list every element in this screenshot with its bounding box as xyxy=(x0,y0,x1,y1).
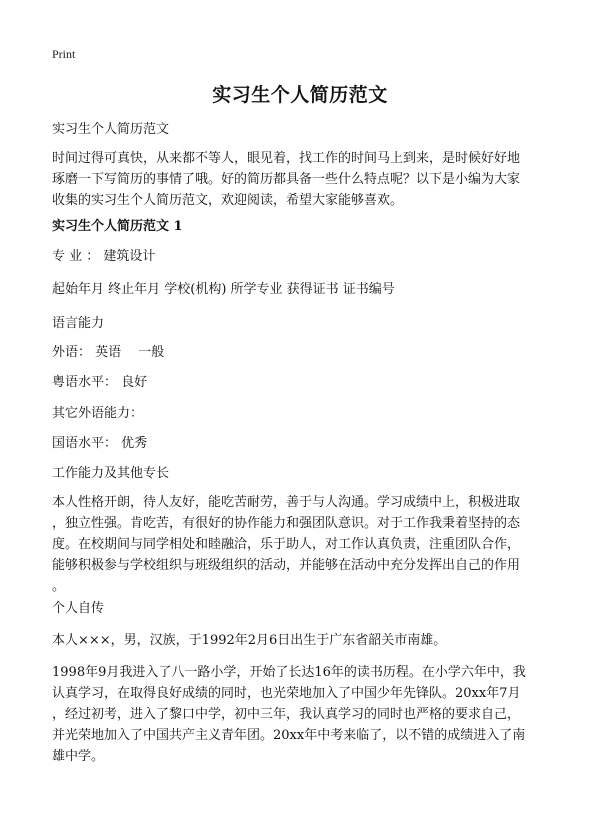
major-field: 专 业 ： 建筑设计 xyxy=(52,249,156,264)
print-label: Print xyxy=(52,47,76,61)
education-columns: 起始年月 终止年月 学校(机构) 所学专业 获得证书 证书编号 xyxy=(52,282,395,297)
bio-paragraph-line: 1998年9月我进入了八一路小学，开始了长达16年的读书历程。在小学六年中，我 xyxy=(52,665,526,680)
section-heading: 实习生个人简历范文 1 xyxy=(52,219,183,234)
skills-paragraph xyxy=(52,492,557,597)
document-subtitle: 实习生个人简历范文 xyxy=(52,122,170,137)
bio-paragraph-line: 认真学习，在取得良好成绩的同时，也光荣地加入了中国少年先锋队。20xx年7月 xyxy=(52,686,521,701)
skills-line: 本人性格开朗，待人友好，能吃苦耐劳，善于与人沟通。学习成绩中上，积极进取 xyxy=(52,495,521,510)
intro-paragraph xyxy=(52,148,557,211)
page-title: 实习生个人简历范文 xyxy=(212,84,388,106)
other-languages-field: 其它外语能力： xyxy=(52,406,144,421)
intro-line: 琢磨一下写简历的事情了哦。好的简历都具备一些什么特点呢？以下是小编为大家 xyxy=(52,172,521,187)
bio-heading: 个人自传 xyxy=(52,601,105,616)
skills-line: ，独立性强。肯吃苦，有很好的协作能力和强团队意识。对于工作我秉着坚持的态 xyxy=(52,516,521,531)
cantonese-field: 粤语水平： 良好 xyxy=(52,375,148,390)
intro-line: 收集的实习生个人简历范文，欢迎阅读，希望大家能够喜欢。 xyxy=(52,193,404,208)
bio-paragraph-line: 并光荣地加入了中国共产主义青年团。20xx年中考来临了，以不错的成绩进入了南 xyxy=(52,728,526,743)
skills-line: 度。在校期间与同学相处和睦融洽，乐于助人，对工作认真负责，注重团队合作， xyxy=(52,537,521,552)
mandarin-field: 国语水平： 优秀 xyxy=(52,436,148,451)
intro-line: 时间过得可真快，从来都不等人，眼见着，找工作的时间马上到来，是时候好好地 xyxy=(52,151,521,166)
work-skills-heading: 工作能力及其他专长 xyxy=(52,466,170,481)
bio-paragraph xyxy=(52,662,557,767)
bio-paragraph-line: 雄中学。 xyxy=(52,749,105,764)
bio-line: 本人×××，男，汉族，于1992年2月6日出生于广东省韶关市南雄。 xyxy=(52,633,447,648)
foreign-language-field: 外语： 英语 一般 xyxy=(52,345,165,360)
language-ability-heading: 语言能力 xyxy=(52,316,105,331)
skills-line: 能够积极参与学校组织与班级组织的活动，并能够在活动中充分发挥出自己的作用 xyxy=(52,558,521,573)
bio-paragraph-line: ，经过初考，进入了黎口中学，初中三年，我认真学习的同时也严格的要求自己， xyxy=(52,707,521,722)
skills-line: 。 xyxy=(52,579,66,594)
